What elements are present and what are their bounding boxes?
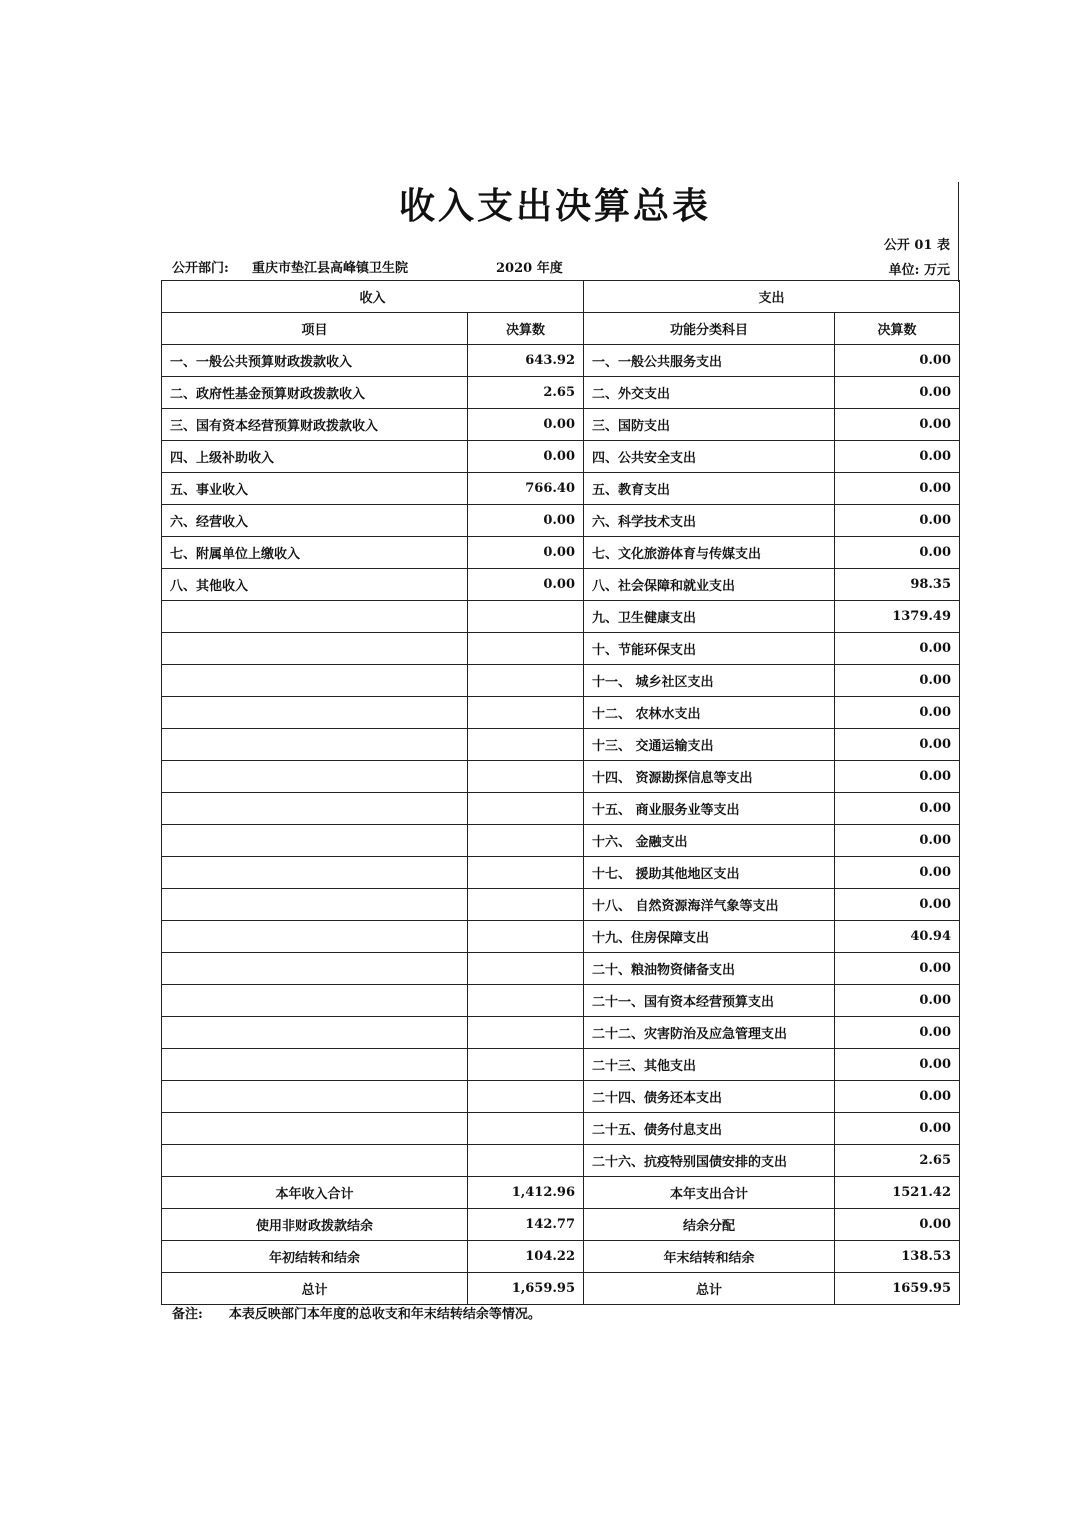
expense-item-cell: 六、科学技术支出 — [584, 505, 835, 537]
expense-amount-cell: 0.00 — [835, 633, 960, 665]
table-row — [162, 761, 960, 793]
expense-amount-cell: 0.00 — [835, 505, 960, 537]
table-row — [162, 537, 960, 569]
table-row — [162, 409, 960, 441]
income-amount-cell — [468, 665, 584, 697]
expense-amount-cell: 0.00 — [835, 761, 960, 793]
right-border-line — [958, 182, 959, 282]
expense-amount-cell: 0.00 — [835, 1049, 960, 1081]
income-item-cell — [162, 665, 468, 697]
expense-item-cell: 二、外交支出 — [584, 377, 835, 409]
note-label: 备注: — [172, 1307, 203, 1322]
table-row — [162, 793, 960, 825]
expense-amount-cell: 1659.95 — [835, 1273, 960, 1305]
table-row — [162, 633, 960, 665]
expense-amount-cell: 0.00 — [835, 665, 960, 697]
income-amount-cell — [468, 985, 584, 1017]
expense-amount-cell: 0.00 — [835, 1017, 960, 1049]
total-row — [162, 1273, 960, 1305]
income-section-header: 收入 — [162, 281, 584, 313]
table-row — [162, 1081, 960, 1113]
expense-item-cell: 二十、粮油物资储备支出 — [584, 953, 835, 985]
table-row — [162, 505, 960, 537]
table-row — [162, 729, 960, 761]
income-item-cell — [162, 985, 468, 1017]
table-row — [162, 1113, 960, 1145]
expense-amount-cell: 0.00 — [835, 857, 960, 889]
income-item-cell: 八、其他收入 — [162, 569, 468, 601]
item-column-header: 项目 — [162, 313, 468, 345]
income-amount-cell: 643.92 — [468, 345, 584, 377]
income-amount-cell — [468, 729, 584, 761]
form-number: 公开 01 表 — [883, 238, 950, 253]
table-row — [162, 825, 960, 857]
income-item-cell — [162, 601, 468, 633]
table-row — [162, 985, 960, 1017]
expense-amount-cell: 1379.49 — [835, 601, 960, 633]
income-amount-cell — [468, 1081, 584, 1113]
income-item-cell — [162, 793, 468, 825]
income-amount-cell — [468, 761, 584, 793]
note-text: 本表反映部门本年度的总收支和年末结转结余等情况。 — [228, 1307, 541, 1322]
income-item-cell — [162, 729, 468, 761]
table-row — [162, 1017, 960, 1049]
income-amount-cell: 0.00 — [468, 409, 584, 441]
expense-item-cell: 十、节能环保支出 — [584, 633, 835, 665]
income-item-cell — [162, 889, 468, 921]
amount-column-header: 决算数 — [468, 313, 584, 345]
expense-amount-cell: 138.53 — [835, 1241, 960, 1273]
income-amount-cell: 1,412.96 — [468, 1177, 584, 1209]
expense-amount-cell: 0.00 — [835, 825, 960, 857]
income-item-cell — [162, 857, 468, 889]
income-amount-cell — [468, 825, 584, 857]
income-amount-cell — [468, 697, 584, 729]
expense-item-cell: 十九、住房保障支出 — [584, 921, 835, 953]
income-item-cell — [162, 761, 468, 793]
table-row — [162, 601, 960, 633]
expense-item-cell: 总计 — [584, 1273, 835, 1305]
income-amount-cell: 142.77 — [468, 1209, 584, 1241]
income-item-cell: 三、国有资本经营预算财政拨款收入 — [162, 409, 468, 441]
income-amount-cell — [468, 601, 584, 633]
amount2-column-header: 决算数 — [835, 313, 960, 345]
expense-item-cell: 二十二、灾害防治及应急管理支出 — [584, 1017, 835, 1049]
expense-amount-cell: 0.00 — [835, 793, 960, 825]
expense-item-cell: 结余分配 — [584, 1209, 835, 1241]
expense-item-cell: 本年支出合计 — [584, 1177, 835, 1209]
expense-amount-cell: 1521.42 — [835, 1177, 960, 1209]
income-amount-cell: 2.65 — [468, 377, 584, 409]
table-row — [162, 857, 960, 889]
expense-item-cell: 四、公共安全支出 — [584, 441, 835, 473]
income-item-cell — [162, 1017, 468, 1049]
income-item-cell: 一、一般公共预算财政拨款收入 — [162, 345, 468, 377]
income-item-cell — [162, 1113, 468, 1145]
income-expense-table — [161, 280, 960, 1305]
expense-amount-cell: 0.00 — [835, 345, 960, 377]
column-header-row — [162, 313, 960, 345]
income-item-cell — [162, 1081, 468, 1113]
expense-amount-cell: 0.00 — [835, 697, 960, 729]
table-row — [162, 441, 960, 473]
income-amount-cell — [468, 793, 584, 825]
expense-item-cell: 十六、 金融支出 — [584, 825, 835, 857]
fiscal-year: 2020 年度 — [496, 261, 563, 276]
income-amount-cell — [468, 1145, 584, 1177]
expense-amount-cell: 0.00 — [835, 377, 960, 409]
expense-item-cell: 七、文化旅游体育与传媒支出 — [584, 537, 835, 569]
income-item-cell — [162, 1145, 468, 1177]
income-item-cell — [162, 633, 468, 665]
table-row — [162, 1049, 960, 1081]
expense-amount-cell: 98.35 — [835, 569, 960, 601]
expense-item-cell: 年末结转和结余 — [584, 1241, 835, 1273]
expense-amount-cell: 40.94 — [835, 921, 960, 953]
income-item-cell — [162, 953, 468, 985]
table-row — [162, 921, 960, 953]
table-row — [162, 889, 960, 921]
expense-amount-cell: 0.00 — [835, 1081, 960, 1113]
income-item-cell — [162, 825, 468, 857]
total-row — [162, 1209, 960, 1241]
expense-amount-cell: 0.00 — [835, 473, 960, 505]
income-item-cell: 四、上级补助收入 — [162, 441, 468, 473]
expense-item-cell: 十三、 交通运输支出 — [584, 729, 835, 761]
income-amount-cell: 0.00 — [468, 537, 584, 569]
income-item-cell — [162, 697, 468, 729]
expense-amount-cell: 0.00 — [835, 729, 960, 761]
income-amount-cell: 1,659.95 — [468, 1273, 584, 1305]
table-row — [162, 697, 960, 729]
table-row — [162, 377, 960, 409]
income-amount-cell — [468, 921, 584, 953]
expense-item-cell: 十五、 商业服务业等支出 — [584, 793, 835, 825]
expense-section-header: 支出 — [584, 281, 960, 313]
expense-item-cell: 九、卫生健康支出 — [584, 601, 835, 633]
dept-name: 重庆市垫江县高峰镇卫生院 — [252, 261, 409, 276]
income-amount-cell: 104.22 — [468, 1241, 584, 1273]
income-amount-cell — [468, 889, 584, 921]
income-amount-cell — [468, 633, 584, 665]
table-row — [162, 569, 960, 601]
table-row — [162, 345, 960, 377]
expense-amount-cell: 2.65 — [835, 1145, 960, 1177]
page-title: 收入支出决算总表 — [398, 186, 711, 227]
func-item-column-header: 功能分类科目 — [584, 313, 835, 345]
expense-amount-cell: 0.00 — [835, 1209, 960, 1241]
table-row — [162, 953, 960, 985]
expense-amount-cell: 0.00 — [835, 953, 960, 985]
income-amount-cell — [468, 1049, 584, 1081]
income-item-cell: 五、事业收入 — [162, 473, 468, 505]
income-item-cell: 本年收入合计 — [162, 1177, 468, 1209]
expense-item-cell: 十七、 援助其他地区支出 — [584, 857, 835, 889]
income-item-cell — [162, 1049, 468, 1081]
income-item-cell: 年初结转和结余 — [162, 1241, 468, 1273]
dept-label: 公开部门: — [172, 261, 229, 276]
expense-item-cell: 十二、 农林水支出 — [584, 697, 835, 729]
expense-item-cell: 十八、 自然资源海洋气象等支出 — [584, 889, 835, 921]
expense-item-cell: 二十五、债务付息支出 — [584, 1113, 835, 1145]
income-item-cell: 七、附属单位上缴收入 — [162, 537, 468, 569]
income-amount-cell — [468, 857, 584, 889]
income-item-cell: 六、经营收入 — [162, 505, 468, 537]
expense-item-cell: 二十四、债务还本支出 — [584, 1081, 835, 1113]
expense-amount-cell: 0.00 — [835, 409, 960, 441]
income-item-cell: 总计 — [162, 1273, 468, 1305]
expense-item-cell: 三、国防支出 — [584, 409, 835, 441]
income-amount-cell — [468, 953, 584, 985]
income-item-cell: 使用非财政拨款结余 — [162, 1209, 468, 1241]
income-amount-cell — [468, 1017, 584, 1049]
expense-item-cell: 十四、 资源勘探信息等支出 — [584, 761, 835, 793]
total-row — [162, 1241, 960, 1273]
expense-item-cell: 八、社会保障和就业支出 — [584, 569, 835, 601]
expense-item-cell: 五、教育支出 — [584, 473, 835, 505]
income-amount-cell: 766.40 — [468, 473, 584, 505]
table-row — [162, 1145, 960, 1177]
expense-item-cell: 二十三、其他支出 — [584, 1049, 835, 1081]
income-item-cell — [162, 921, 468, 953]
expense-item-cell: 一、一般公共服务支出 — [584, 345, 835, 377]
expense-item-cell: 二十六、抗疫特别国债安排的支出 — [584, 1145, 835, 1177]
total-row — [162, 1177, 960, 1209]
expense-item-cell: 十一、 城乡社区支出 — [584, 665, 835, 697]
expense-amount-cell: 0.00 — [835, 1113, 960, 1145]
unit-label: 单位: 万元 — [888, 263, 950, 278]
table-row — [162, 665, 960, 697]
income-amount-cell: 0.00 — [468, 505, 584, 537]
expense-amount-cell: 0.00 — [835, 889, 960, 921]
income-amount-cell: 0.00 — [468, 441, 584, 473]
expense-amount-cell: 0.00 — [835, 441, 960, 473]
section-header-row — [162, 281, 960, 313]
table-row — [162, 473, 960, 505]
income-amount-cell: 0.00 — [468, 569, 584, 601]
expense-item-cell: 二十一、国有资本经营预算支出 — [584, 985, 835, 1017]
expense-amount-cell: 0.00 — [835, 985, 960, 1017]
expense-amount-cell: 0.00 — [835, 537, 960, 569]
footnote — [172, 1303, 541, 1322]
income-item-cell: 二、政府性基金预算财政拨款收入 — [162, 377, 468, 409]
income-amount-cell — [468, 1113, 584, 1145]
